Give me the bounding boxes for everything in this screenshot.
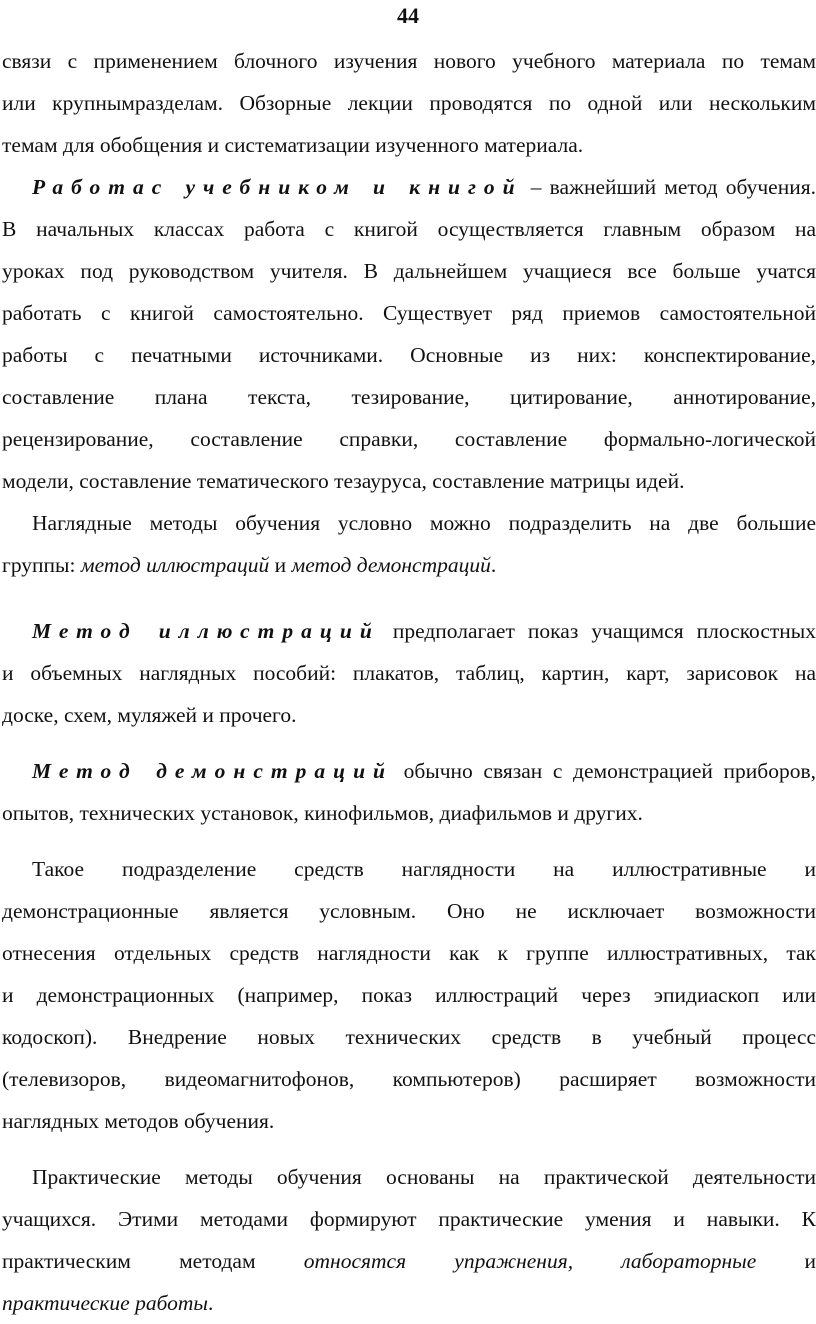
text-span: . [490,553,497,577]
paragraph-line: связи с применением блочного изучения нового учебного материала по темам [2,49,816,73]
paragraph-line [2,750,816,792]
paragraph-gap [2,834,816,848]
term-demonstration-method: метод демонстраций [291,553,491,577]
text-span: практическим методам [2,1249,304,1273]
text-span: и [269,553,292,577]
term-exercises-labs: относятся упражнения, лабораторные [303,1249,757,1273]
paragraph-line: работать с книгой самостоятельно. Существует ряд приемов самостоятельной [2,301,816,325]
paragraph-line: доске, схем, муляжей и прочего. [2,703,297,727]
paragraph-line: или крупнымразделам. Обзорные лекции проводятся по одной или нескольким [2,91,816,115]
paragraph-line: темам для обобщения и систематизации изученного материала. [2,133,584,157]
paragraph-line [2,610,816,652]
paragraph-line: Наглядные методы обучения условно можно подразделить на две большие [32,511,816,535]
text-span: группы: [2,553,81,577]
paragraph-line: Практические методы обучения основаны на практической деятельности [32,1165,816,1189]
text-span: . [207,1291,214,1315]
paragraph-line: опытов, технических установок, кинофильмов, диафильмов и других. [2,801,643,825]
paragraph-line: отнесения отдельных средств наглядности как к группе иллюстративных, так [2,941,816,965]
paragraph-line: (телевизоров, видеомагнитофонов, компьютеров) расширяет возможности [2,1067,816,1091]
paragraph-line: демонстрационные является условным. Оно не исключает возможности [2,899,816,923]
term-practical-works: практические работы [2,1291,208,1315]
paragraph-line: уроках под руководством учителя. В дальнейшем учащиеся все больше учатся [2,259,816,283]
paragraph-line: и объемных наглядных пособий: плакатов, таблиц, картин, карт, зарисовок на [2,661,816,685]
paragraph-line: кодоскоп). Внедрение новых технических средств в учебный процесс [2,1025,816,1049]
text-span: обычно связан с демонстрацией приборов, [392,759,816,783]
paragraph-gap [2,736,816,750]
paragraph-line: составление плана текста, тезирование, цитирование, аннотирование, [2,385,816,409]
text-span: предполагает показ учащимся плоскостных [379,619,816,643]
term-textbook-work: Работас учебником и книгой [32,175,523,199]
text-span: – важнейший метод обучения. [522,175,816,199]
page-number: 44 [397,3,419,28]
paragraph-line [2,1240,816,1282]
text-span: и [756,1249,816,1273]
paragraph-gap [2,1142,816,1156]
page-body [2,40,816,1324]
term-illustration-method: метод иллюстраций [80,553,270,577]
paragraph-line: модели, составление тематического тезауруса, составление матрицы идей. [2,469,685,493]
paragraph-line: рецензирование, составление справки, составление формально-логической [2,427,816,451]
paragraph-line [2,544,816,586]
term-demonstration-heading: Метод демонстраций [32,759,393,783]
paragraph-line [2,166,816,208]
term-illustration-heading: Метод иллюстраций [32,619,380,643]
paragraph-line: учащихся. Этими методами формируют практические умения и навыки. К [2,1207,816,1231]
paragraph-line: и демонстрационных (например, показ иллюстраций через эпидиаскоп или [2,983,816,1007]
paragraph-line: В начальных классах работа с книгой осуществляется главным образом на [2,217,816,241]
paragraph-line: работы с печатными источниками. Основные из них: конспектирование, [2,343,816,367]
paragraph-gap [2,586,816,610]
paragraph-line: наглядных методов обучения. [2,1109,275,1133]
paragraph-line [2,1282,816,1324]
paragraph-line: Такое подразделение средств наглядности на иллюстративные и [32,857,816,881]
